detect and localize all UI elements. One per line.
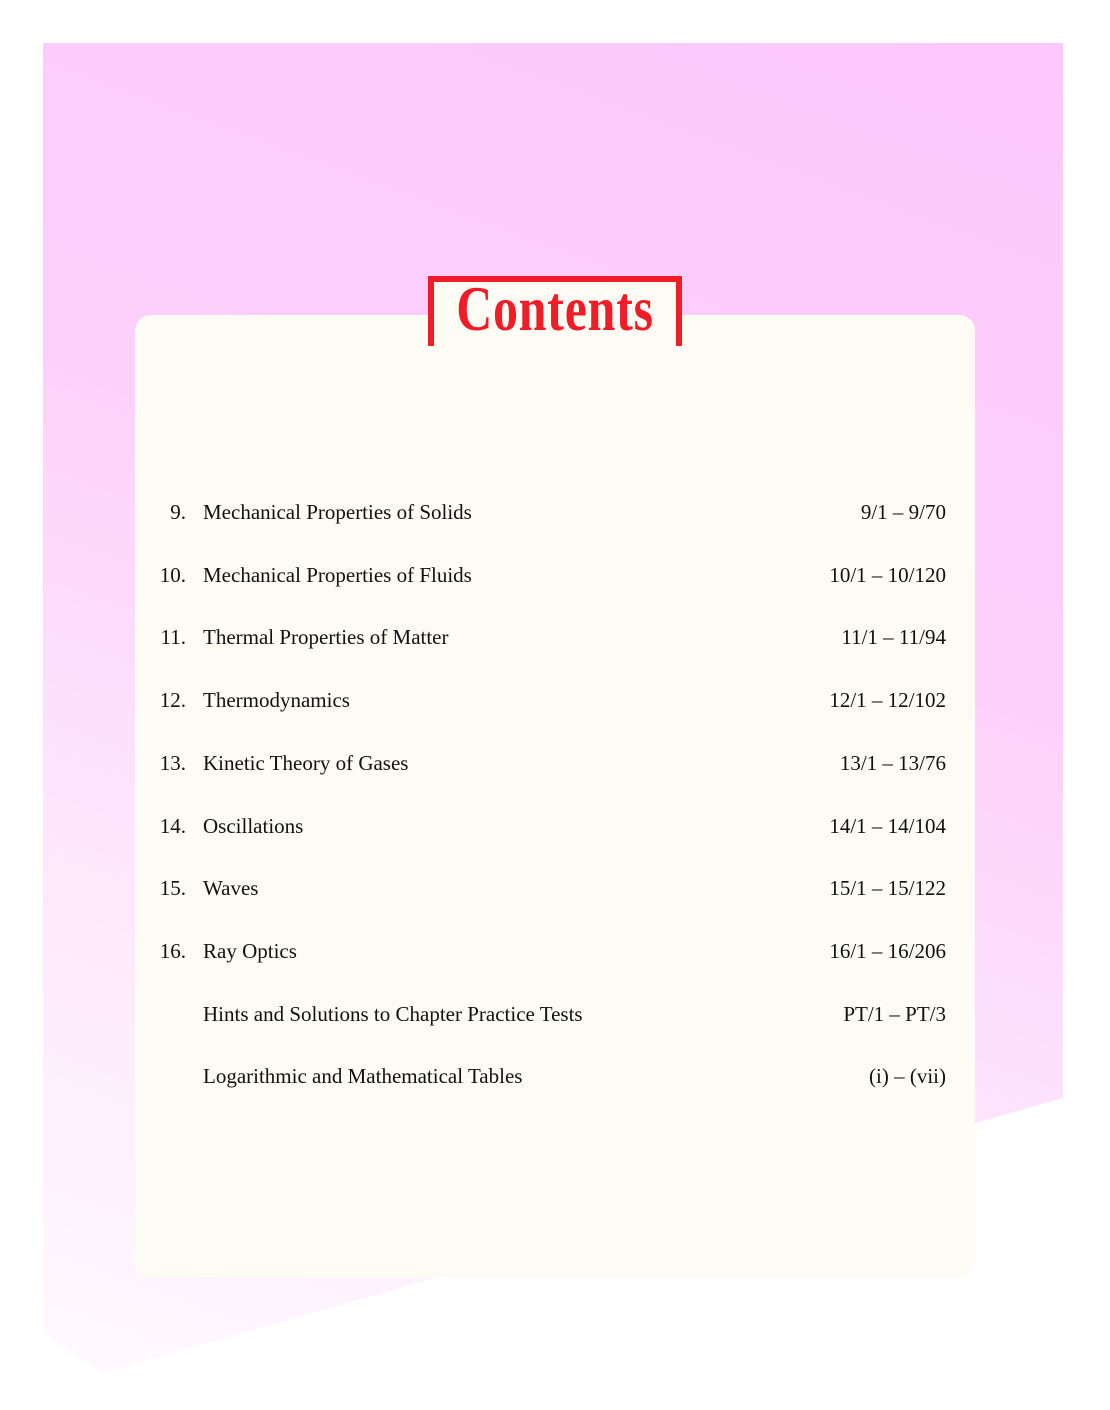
chapter-title: Ray Optics xyxy=(203,938,297,963)
toc-entry[interactable] xyxy=(135,939,975,969)
chapter-title: Thermal Properties of Matter xyxy=(203,625,449,650)
chapter-number: 14. xyxy=(159,813,186,838)
page-range: 11/1 – 11/94 xyxy=(841,625,946,650)
chapter-number: 9. xyxy=(170,500,186,524)
chapter-number: 15. xyxy=(159,876,186,901)
toc-entry[interactable] xyxy=(135,688,975,718)
chapter-title: Kinetic Theory of Gases xyxy=(203,750,409,775)
toc-entry[interactable] xyxy=(135,1064,975,1094)
toc-entry[interactable] xyxy=(135,500,975,530)
page-range: 13/1 – 13/76 xyxy=(839,750,946,775)
chapter-title: Oscillations xyxy=(203,813,304,838)
contents-card xyxy=(135,315,975,1277)
chapter-number: 16. xyxy=(159,938,186,963)
page-range: 9/1 – 9/70 xyxy=(860,500,946,524)
chapter-title: Waves xyxy=(203,876,259,901)
toc-entry[interactable] xyxy=(135,751,975,781)
chapter-title: Logarithmic and Mathematical Tables xyxy=(203,1064,523,1089)
chapter-number: 10. xyxy=(159,562,186,587)
chapter-title: Mechanical Properties of Fluids xyxy=(203,562,472,587)
toc-entry[interactable] xyxy=(135,876,975,906)
chapter-title: Mechanical Properties of Solids xyxy=(203,500,472,524)
toc-entry[interactable] xyxy=(135,814,975,844)
chapter-number: 12. xyxy=(159,688,186,713)
toc-entry[interactable] xyxy=(135,1002,975,1032)
chapter-number: 13. xyxy=(159,750,186,775)
chapter-number: 11. xyxy=(160,625,186,650)
toc-entry[interactable] xyxy=(135,563,975,593)
page-title: Contents xyxy=(456,273,654,344)
contents-heading-label xyxy=(428,273,682,352)
page-range: 10/1 – 10/120 xyxy=(829,562,946,587)
chapter-title: Thermodynamics xyxy=(203,688,350,713)
page-range: 16/1 – 16/206 xyxy=(829,938,946,963)
page-range: (i) – (vii) xyxy=(869,1064,946,1089)
page-range: PT/1 – PT/3 xyxy=(843,1001,946,1026)
page-range: 12/1 – 12/102 xyxy=(829,688,946,713)
chapter-title: Hints and Solutions to Chapter Practice Tests xyxy=(203,1001,583,1026)
page-range: 15/1 – 15/122 xyxy=(829,876,946,901)
toc-entry[interactable] xyxy=(135,625,975,655)
page-range: 14/1 – 14/104 xyxy=(829,813,946,838)
